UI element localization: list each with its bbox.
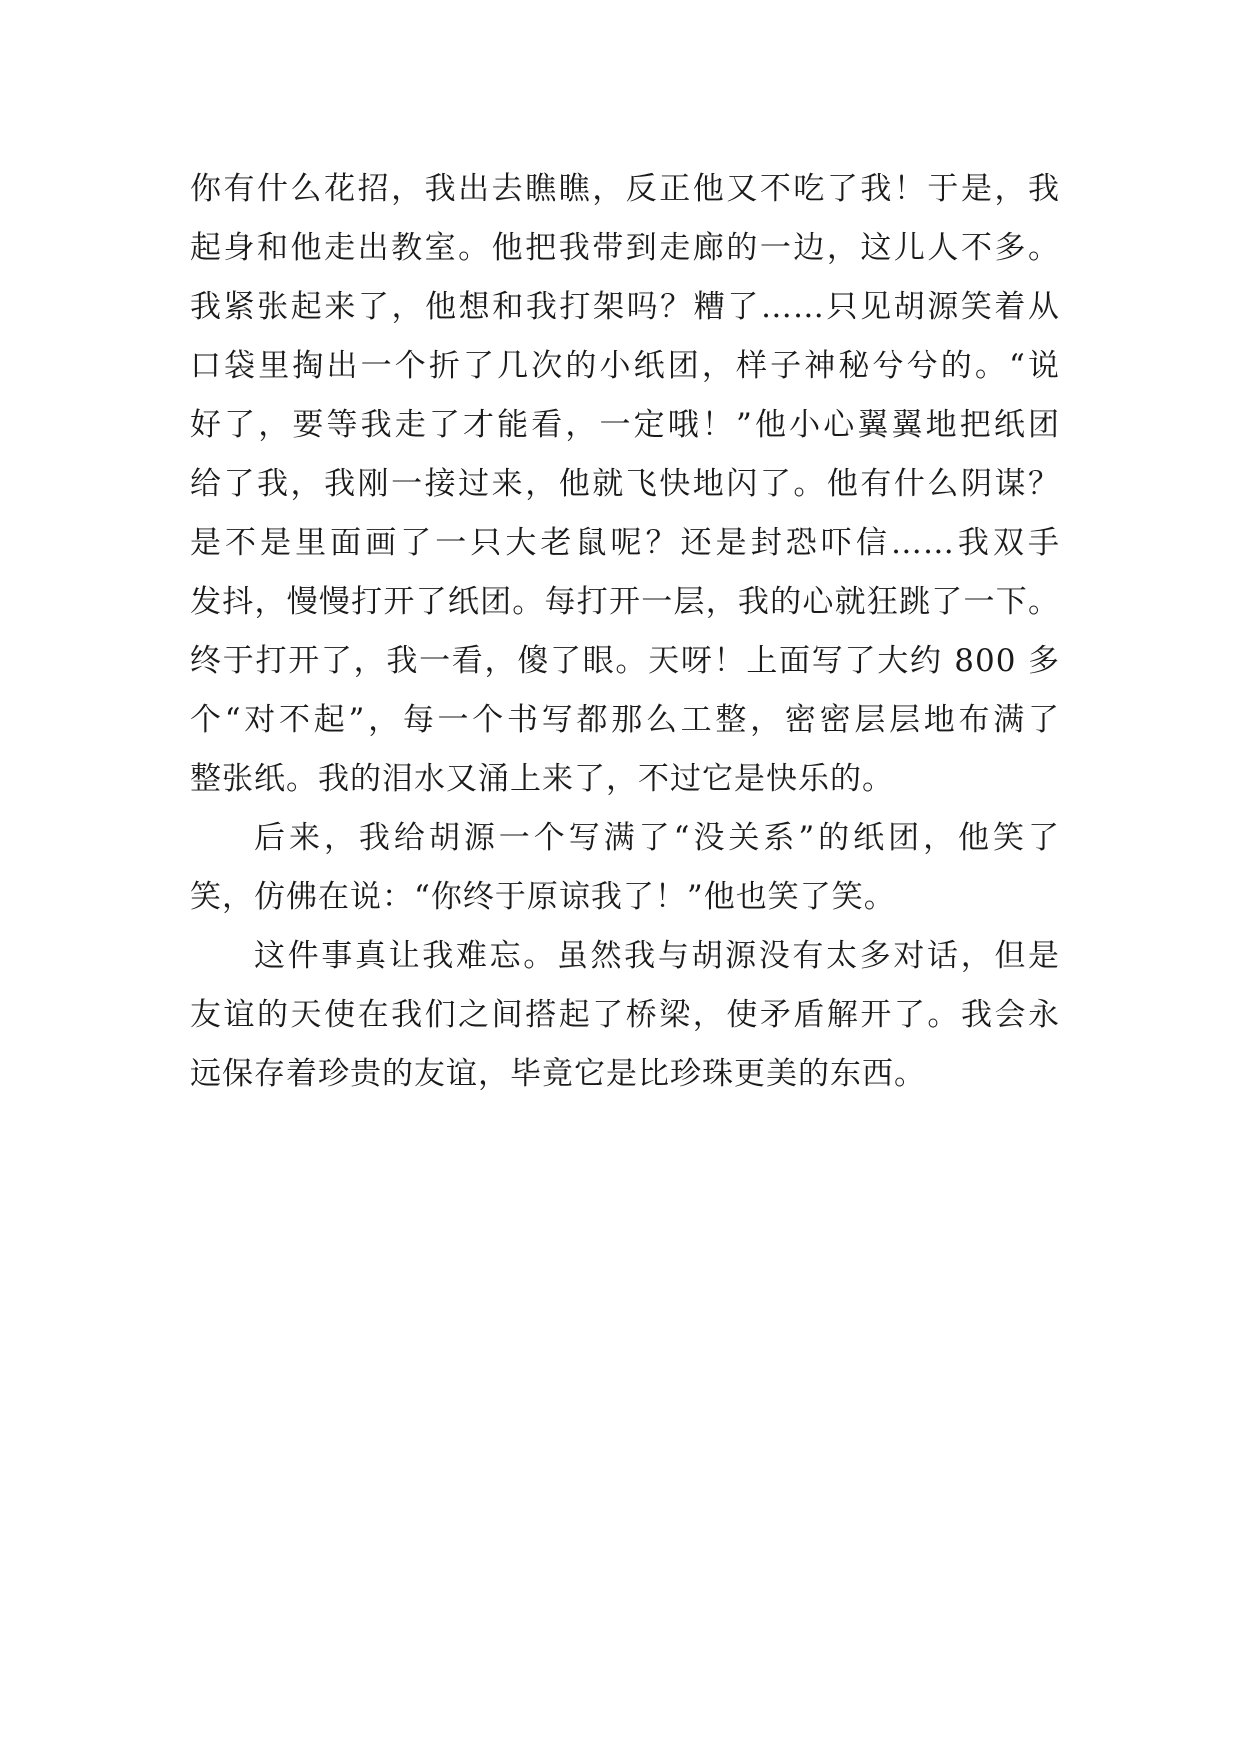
text-line: 你有什么花招，我出去瞧瞧，反正他又不吃了我！于是，我 <box>190 171 1060 207</box>
text-line: 后来，我给胡源一个写满了“没关系”的纸团，他笑了 <box>254 820 1060 856</box>
text-line: 起身和他走出教室。他把我带到走廊的一边，这儿人不多。 <box>190 230 1060 266</box>
text-line: 整张纸。我的泪水又涌上来了，不过它是快乐的。 <box>190 761 894 797</box>
text-line: 远保存着珍贵的友谊，毕竟它是比珍珠更美的东西。 <box>190 1056 926 1092</box>
text-line: 给了我，我刚一接过来，他就飞快地闪了。他有什么阴谋？ <box>190 466 1060 502</box>
text-line: 我紧张起来了，他想和我打架吗？糟了……只见胡源笑着从 <box>190 289 1060 325</box>
text-line: 发抖，慢慢打开了纸团。每打开一层，我的心就狂跳了一下。 <box>190 584 1060 620</box>
text-line: 终于打开了，我一看，傻了眼。天呀！上面写了大约 800 多 <box>190 643 1060 679</box>
text-line: 好了，要等我走了才能看，一定哦！”他小心翼翼地把纸团 <box>190 407 1060 443</box>
text-line: 是不是里面画了一只大老鼠呢？还是封恐吓信……我双手 <box>190 525 1060 561</box>
body-text <box>190 160 1060 1104</box>
text-line: 友谊的天使在我们之间搭起了桥梁，使矛盾解开了。我会永 <box>190 997 1060 1033</box>
text-line: 这件事真让我难忘。虽然我与胡源没有太多对话，但是 <box>254 938 1060 974</box>
text-line: 笑，仿佛在说：“你终于原谅我了！”他也笑了笑。 <box>190 879 896 915</box>
text-line: 个“对不起”，每一个书写都那么工整，密密层层地布满了 <box>190 702 1060 738</box>
text-line: 口袋里掏出一个折了几次的小纸团，样子神秘兮兮的。“说 <box>190 348 1060 384</box>
